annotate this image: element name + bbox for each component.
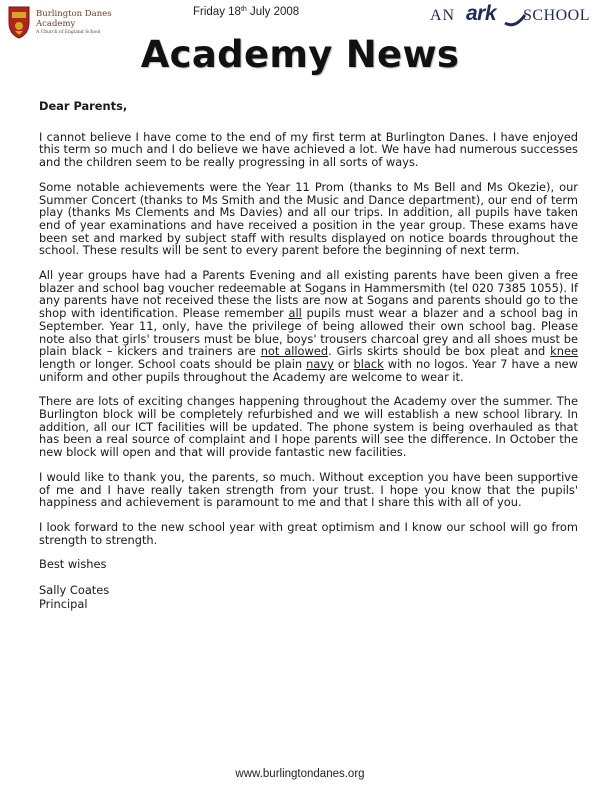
footer-website: www.burlingtondanes.org [235,768,365,780]
uniform-text-2: pupils must wear a blazer and a school bag in September. Year 11, only, have the privilege of being allowed their own school bag. Please note also that girls' trousers must be blue, boys' trousers charcoal grey and all shoes must be plain black – kickers and trainers are [39,306,578,359]
school-name-line1: Burlington Danes [36,9,112,19]
paragraph-uniform [39,269,578,383]
uniform-emphasis-not-allowed: not allowed [260,344,329,359]
date-prefix: Friday 18 [193,6,241,18]
uniform-emphasis-navy: navy [306,356,334,371]
date-ordinal: th [240,6,247,13]
closing: Best wishes [39,557,107,572]
date-suffix: July 2008 [246,6,300,18]
letter-body [39,100,578,611]
uniform-emphasis-knee: knee [550,344,578,359]
uniform-text-5: or [333,356,354,371]
ark-logo-an: AN [430,7,456,24]
uniform-text-6: with no logos. Year 7 have a new uniform and other pupils throughout the Academy are welcome to wear it. [39,356,579,384]
signature-name: Sally Coates [39,583,110,598]
uniform-emphasis-all: all [288,306,302,321]
ark-logo-ark: ark [466,2,497,25]
signature-title: Principal [39,597,88,612]
school-name-line2: Academy [36,19,76,29]
school-tagline: A Church of England School [36,30,101,35]
paragraph-term-reflection: I cannot believe I have come to the end of my first term at Burlington Danes. I have enjoyed this term so much and I do believe we have achieved a lot. We have had numerous successes and the children seem to be really progressing in all sorts of ways. [39,129,578,170]
ark-logo [430,2,595,29]
paragraph-summer-changes: There are lots of exciting changes happening throughout the Academy over the summer. The Burlington block will be completely refurbished and we will establish a new school library. In addition, all our ICT facilities will be updated. The phone system is being overhauled as that has been a real source of complaint and I hope parents will see the difference. In October the new block will open and that will provide fantastic new facilities. [39,394,578,460]
uniform-emphasis-black: black [353,356,384,371]
paragraph-achievements: Some notable achievements were the Year 11 Prom (thanks to Ms Bell and Ms Okezie), our Summer Concert (thanks to Ms Smith and the Music and Dance department), our end of term play (thanks Ms Clements and Ms Davies) and all our trips. In addition, all pupils have taken end of year examinations and have received a position in the year group. These exams have been set and marked by subject staff with results displayed on notice boards throughout the school. These results will be sent to every parent before the beginning of next term. [39,179,578,258]
uniform-text-4: length or longer. School coats should be plain [39,356,307,371]
paragraph-new-year: I look forward to the new school year with great optimism and I know our school will go from strength to strength. [39,519,578,547]
paragraph-thanks: I would like to thank you, the parents, so much. Without exception you have been supportive of me and I have really taken strength from your trust. I hope you know that the pupils' happiness and achievement is paramount to me and that I share this with all of you. [39,469,578,510]
ark-logo-school: SCHOOL [523,7,591,24]
uniform-text-1: All year groups have had a Parents Evening and all existing parents have been given a free blazer and school bag voucher redeemable at Sogans in Hammersmith (tel 020 7385 1055). If any parents have not received these the lists are now at Sogans and parents should go to the shop with identification. Please remember [39,268,578,321]
newsletter-date [193,6,299,18]
salutation: Dear Parents, [39,99,128,113]
uniform-text-3: . Girls skirts should be box pleat and [328,344,551,359]
page-title: Academy News [140,33,460,76]
